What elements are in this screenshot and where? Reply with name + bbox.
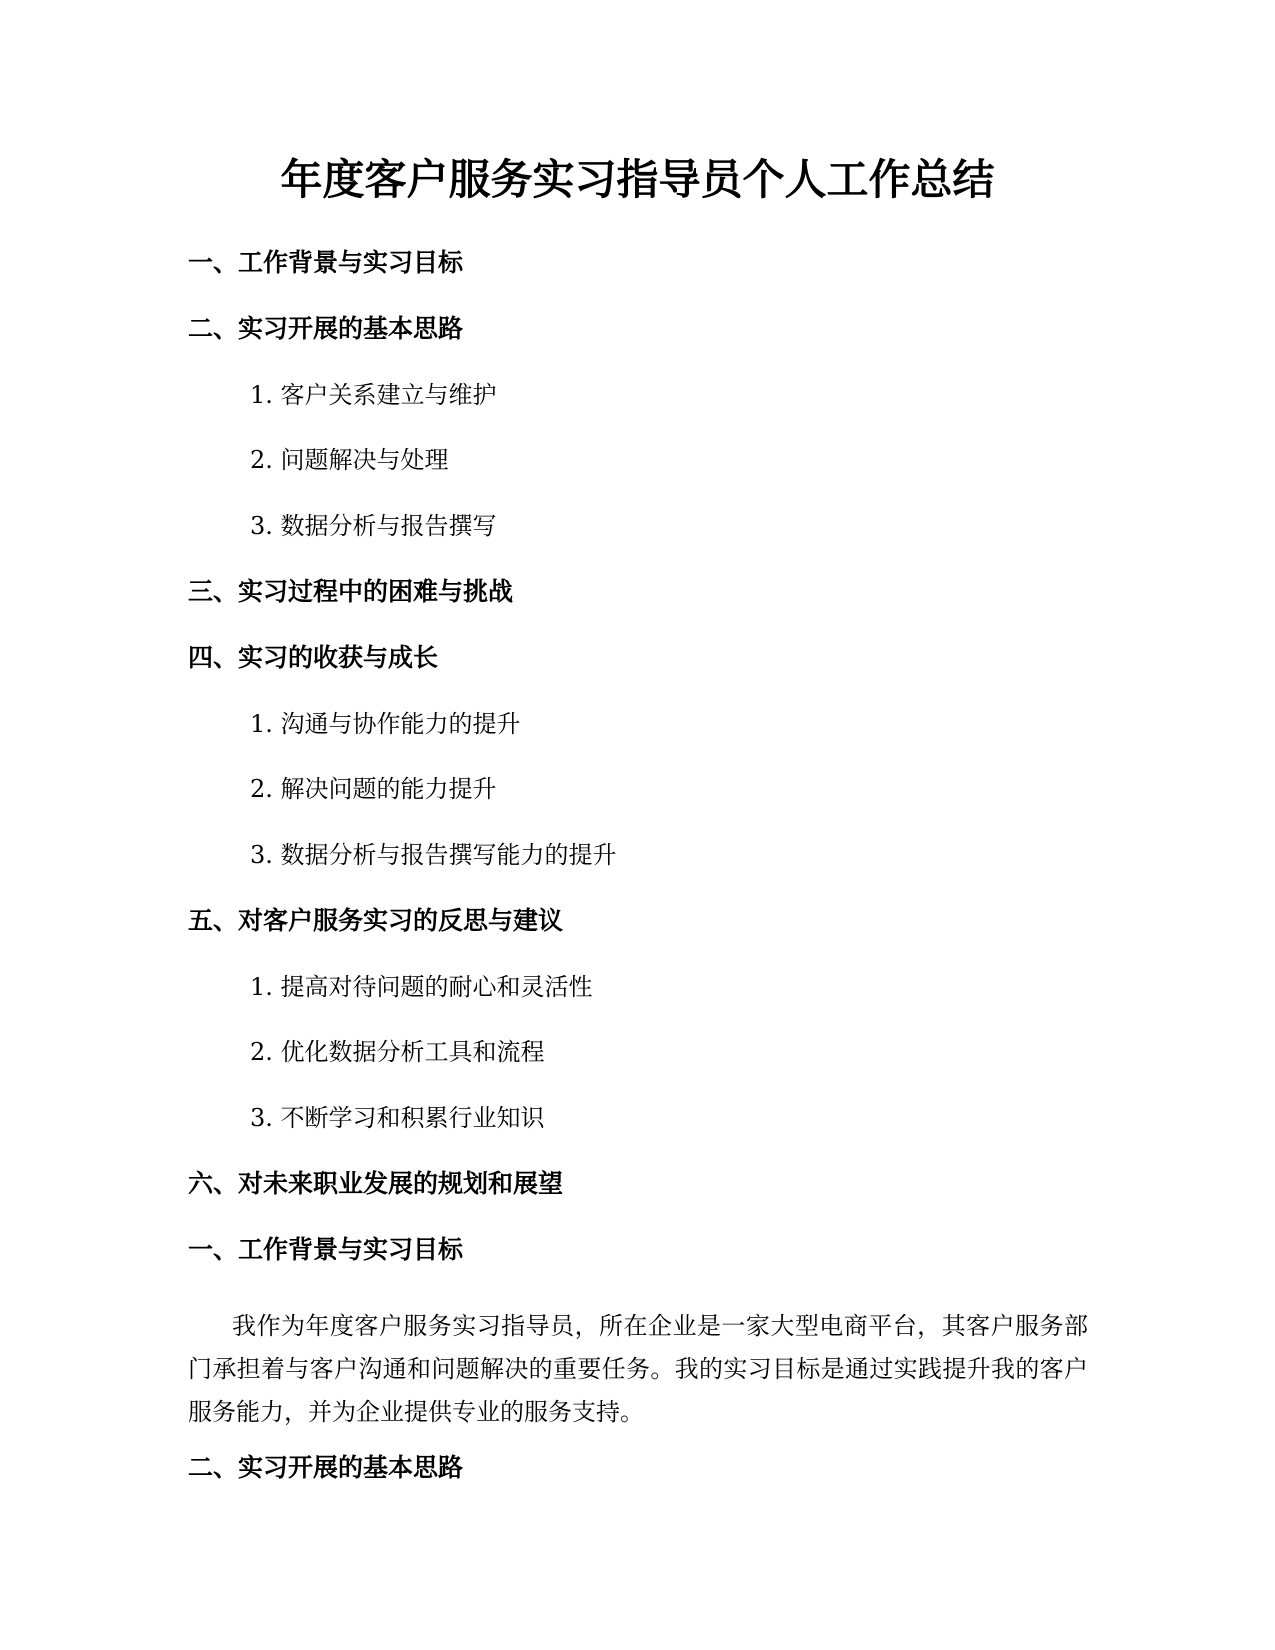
outline-heading-2: 二、实习开展的基本思路 bbox=[188, 314, 464, 343]
outline-heading-3: 三、实习过程中的困难与挑战 bbox=[188, 577, 514, 606]
section-2-heading: 二、实习开展的基本思路 bbox=[188, 1453, 464, 1482]
outline-heading-1: 一、工作背景与实习目标 bbox=[188, 248, 464, 277]
document-title: 年度客户服务实习指导员个人工作总结 bbox=[280, 155, 995, 204]
outline-heading-4-item-3: 3. 数据分析与报告撰写能力的提升 bbox=[250, 841, 617, 869]
outline-heading-5-item-3: 3. 不断学习和积累行业知识 bbox=[250, 1104, 545, 1132]
outline-heading-5: 五、对客户服务实习的反思与建议 bbox=[188, 906, 564, 935]
outline-heading-2-item-1: 1. 客户关系建立与维护 bbox=[250, 381, 497, 409]
outline-heading-2-item-2: 2. 问题解决与处理 bbox=[250, 446, 449, 474]
outline-heading-5-item-1: 1. 提高对待问题的耐心和灵活性 bbox=[250, 973, 593, 1001]
outline-heading-4-item-2: 2. 解决问题的能力提升 bbox=[250, 775, 497, 803]
outline-heading-4-item-1: 1. 沟通与协作能力的提升 bbox=[250, 710, 521, 738]
outline-heading-4: 四、实习的收获与成长 bbox=[188, 643, 439, 672]
section-1-paragraph: 我作为年度客户服务实习指导员，所在企业是一家大型电商平台，其客户服务部门承担着与客户沟通和问题解决的重要任务。我的实习目标是通过实践提升我的客户服务能力，并为企业提供专业的服务支持。 bbox=[188, 1312, 1088, 1426]
outline-heading-2-item-3: 3. 数据分析与报告撰写 bbox=[250, 512, 497, 540]
outline-heading-5-item-2: 2. 优化数据分析工具和流程 bbox=[250, 1038, 545, 1066]
section-1-heading: 一、工作背景与实习目标 bbox=[188, 1235, 464, 1264]
outline-heading-6: 六、对未来职业发展的规划和展望 bbox=[188, 1169, 564, 1198]
